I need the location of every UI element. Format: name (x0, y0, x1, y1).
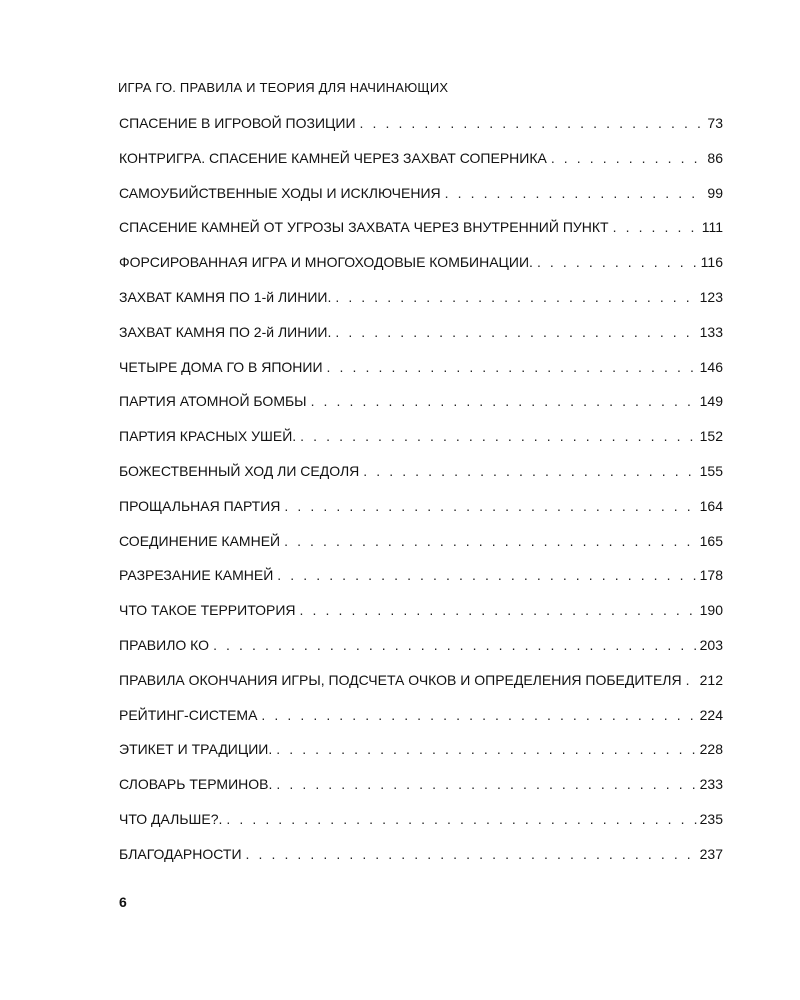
toc-entry-title: ПРАВИЛА ОКОНЧАНИЯ ИГРЫ, ПОДСЧЕТА ОЧКОВ И ОПРЕДЕЛЕНИЯ ПОБЕДИТЕЛЯ (119, 671, 682, 688)
toc-entry-title: СПАСЕНИЕ В ИГРОВОЙ ПОЗИЦИИ (119, 115, 356, 131)
toc-entry-page: 146 (699, 358, 723, 375)
toc-entry[interactable] (119, 185, 723, 220)
toc-entry-title: СПАСЕНИЕ КАМНЕЙ ОТ УГРОЗЫ ЗАХВАТА ЧЕРЕЗ ВНУТРЕННИЙ ПУНКТ (119, 219, 609, 236)
toc-entry[interactable] (119, 637, 723, 672)
toc-entry-title: БОЖЕСТВЕННЫЙ ХОД ЛИ СЕДОЛЯ (119, 462, 360, 479)
toc-entry-page: 155 (699, 462, 723, 479)
toc-entry-title: КОНТРИГРА. СПАСЕНИЕ КАМНЕЙ ЧЕРЕЗ ЗАХВАТ СОПЕРНИКА (119, 149, 547, 166)
toc-entry-page: 164 (699, 497, 723, 514)
dot-leader (360, 115, 705, 131)
toc-entry-title: ПРОЩАЛЬНАЯ ПАРТИЯ (119, 497, 281, 514)
toc-entry[interactable] (119, 776, 723, 811)
toc-entry-title: ФОРСИРОВАННАЯ ИГРА И МНОГОХОДОВЫЕ КОМБИНАЦИИ. (119, 254, 533, 271)
toc-entry-title: ЗАХВАТ КАМНЯ ПО 1-й ЛИНИИ. (119, 288, 332, 305)
toc-entry-page: 224 (699, 706, 723, 723)
toc-entry[interactable] (119, 359, 723, 394)
toc-entry-title: ЧТО ТАКОЕ ТЕРРИТОРИЯ (119, 602, 296, 619)
toc-entry[interactable] (119, 150, 723, 185)
toc-entry-title: САМОУБИЙСТВЕННЫЕ ХОДЫ И ИСКЛЮЧЕНИЯ (119, 184, 441, 201)
dot-leader (363, 463, 696, 479)
toc-entry-title: ЧЕТЫРЕ ДОМА ГО В ЯПОНИИ (119, 358, 323, 375)
dot-leader (551, 150, 705, 166)
page-number: 6 (119, 894, 127, 910)
toc-entry-page: 73 (707, 115, 723, 131)
dot-leader (284, 533, 697, 549)
toc-entry-page: 190 (699, 602, 723, 619)
toc-entry-page: 123 (699, 288, 723, 305)
toc-entry[interactable] (119, 219, 723, 254)
toc-entry[interactable] (119, 115, 723, 150)
dot-leader (246, 846, 697, 862)
toc-entry-title: ЭТИКЕТ И ТРАДИЦИИ. (119, 741, 273, 758)
toc-entry[interactable] (119, 498, 723, 533)
dot-leader (445, 185, 705, 201)
dot-leader (276, 776, 696, 792)
toc-entry-title: БЛАГОДАРНОСТИ (119, 845, 242, 862)
toc-entry-title: ПАРТИЯ КРАСНЫХ УШЕЙ. (119, 428, 297, 445)
toc-entry-page: 111 (701, 219, 723, 236)
toc-entry[interactable] (119, 393, 723, 428)
toc-entry-page: 116 (700, 254, 723, 271)
toc-entry-page: 228 (699, 741, 723, 758)
running-head: ИГРА ГО. ПРАВИЛА И ТЕОРИЯ ДЛЯ НАЧИНАЮЩИХ (118, 80, 449, 95)
dot-leader (300, 428, 696, 444)
dot-leader (335, 324, 696, 340)
toc-entry-page: 178 (699, 567, 723, 584)
dot-leader (335, 289, 696, 305)
toc-entry-page: 152 (699, 428, 723, 445)
toc-entry-page: 233 (699, 776, 723, 793)
toc-entry-title: ПАРТИЯ АТОМНОЙ БОМБЫ (119, 393, 307, 410)
toc-entry[interactable] (119, 254, 723, 289)
dot-leader (300, 602, 697, 618)
toc-entry-title: СОЕДИНЕНИЕ КАМНЕЙ (119, 532, 281, 549)
dot-leader (213, 637, 697, 653)
dot-leader (276, 741, 696, 757)
toc-entry[interactable] (119, 567, 723, 602)
dot-leader (327, 359, 697, 375)
toc-entry-page: 235 (699, 810, 723, 827)
toc-entry[interactable] (119, 846, 723, 881)
toc-entry-title: РАЗРЕЗАНИЕ КАМНЕЙ (119, 567, 274, 584)
table-of-contents (119, 115, 723, 881)
toc-entry-page: 99 (707, 184, 723, 201)
toc-entry-title: РЕЙТИНГ-СИСТЕМА (119, 706, 258, 723)
toc-entry-title: ПРАВИЛО КО (119, 636, 210, 653)
dot-leader (261, 707, 696, 723)
toc-entry[interactable] (119, 533, 723, 568)
dot-leader (613, 219, 699, 235)
toc-entry[interactable] (119, 289, 723, 324)
dot-leader (537, 254, 698, 270)
toc-entry-title: ЗАХВАТ КАМНЯ ПО 2-й ЛИНИИ. (119, 323, 332, 340)
dot-leader (226, 811, 696, 827)
toc-entry-title: СЛОВАРЬ ТЕРМИНОВ. (119, 776, 273, 793)
toc-entry-page: 165 (699, 532, 723, 549)
dot-leader (277, 567, 696, 583)
toc-entry[interactable] (119, 672, 723, 707)
dot-leader (686, 672, 697, 688)
toc-entry-page: 212 (699, 671, 723, 688)
toc-entry-title: ЧТО ДАЛЬШЕ?. (119, 810, 223, 827)
toc-entry-page: 133 (699, 323, 723, 340)
toc-entry[interactable] (119, 741, 723, 776)
toc-entry[interactable] (119, 811, 723, 846)
toc-entry[interactable] (119, 463, 723, 498)
toc-entry[interactable] (119, 428, 723, 463)
dot-leader (284, 498, 696, 514)
toc-entry-page: 86 (707, 149, 723, 166)
toc-entry[interactable] (119, 324, 723, 359)
toc-entry-page: 149 (699, 393, 723, 410)
toc-entry-page: 203 (699, 636, 723, 653)
dot-leader (311, 393, 697, 409)
toc-entry[interactable] (119, 602, 723, 637)
toc-entry-page: 237 (699, 845, 723, 862)
toc-entry[interactable] (119, 707, 723, 742)
